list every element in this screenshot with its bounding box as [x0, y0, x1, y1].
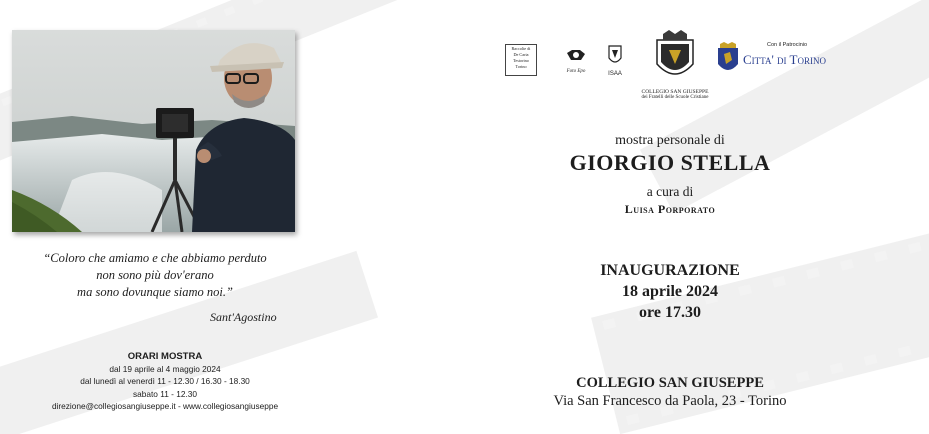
photographer-photo: [12, 30, 295, 232]
camera-icon: [565, 48, 587, 64]
quote-line-2: non sono più dov'erano: [96, 268, 214, 282]
logo-isaa: [605, 44, 625, 80]
inauguration-time: ore 17.30: [639, 304, 701, 321]
curator-name: Luisa Porporato: [624, 202, 716, 216]
logo-isaa-text: ISAA: [608, 71, 622, 77]
inauguration-date: 18 aprile 2024: [622, 283, 718, 300]
logo-foto-epo-text: Foto Epo: [566, 69, 586, 74]
logo-foto-epo: [555, 48, 597, 78]
hours-weekdays: dal lunedì al venerdì 11 - 12.30 / 16.30 - 18.30: [80, 376, 250, 387]
patronage-label: Con il Patrocinio: [767, 42, 808, 48]
venue-address: Via San Francesco da Paola, 23 - Torino: [553, 393, 787, 409]
exhibition-hours: [20, 350, 310, 412]
logo-raccolte: Raccolte di De Caria Testorino Torino: [505, 44, 537, 76]
curated-by-label: a cura di: [646, 184, 694, 199]
contact-line: direzione@collegiosangiuseppe.it - www.collegiosangiuseppe: [51, 400, 279, 411]
isaa-emblem-icon: [607, 44, 623, 66]
inauguration-title: INAUGURAZIONE: [600, 262, 740, 279]
college-logo-name: COLLEGIO SAN GIUSEPPE: [641, 89, 709, 95]
hours-dates: dal 19 aprile al 4 maggio 2024: [109, 364, 221, 374]
college-logo-subtitle: dei Fratelli delle Scuole Cristiane: [641, 95, 709, 100]
hours-saturday: sabato 11 - 12.30: [133, 388, 197, 399]
hours-title: ORARI MOSTRA: [127, 351, 203, 362]
inauguration-block: [470, 260, 870, 323]
partner-logos: [505, 30, 845, 110]
torino-crest-icon: [717, 42, 739, 76]
quote-line-1: “Coloro che amiamo e che abbiamo perduto: [43, 251, 267, 265]
artist-name: GIORGIO STELLA: [569, 150, 771, 175]
logo-collegio: [625, 30, 725, 110]
venue-name: COLLEGIO SAN GIUSEPPE: [576, 375, 764, 391]
quote-line-3: ma sono dovunque siamo noi.”: [77, 285, 233, 299]
citta-torino-label: Citta' di Torino: [743, 52, 826, 67]
quote-block: [20, 250, 290, 301]
college-crest-icon: [653, 30, 697, 84]
logo-citta-torino: [717, 38, 845, 78]
quote-author: Sant'Agostino: [210, 310, 277, 324]
exhibition-intro: mostra personale di: [615, 133, 725, 148]
